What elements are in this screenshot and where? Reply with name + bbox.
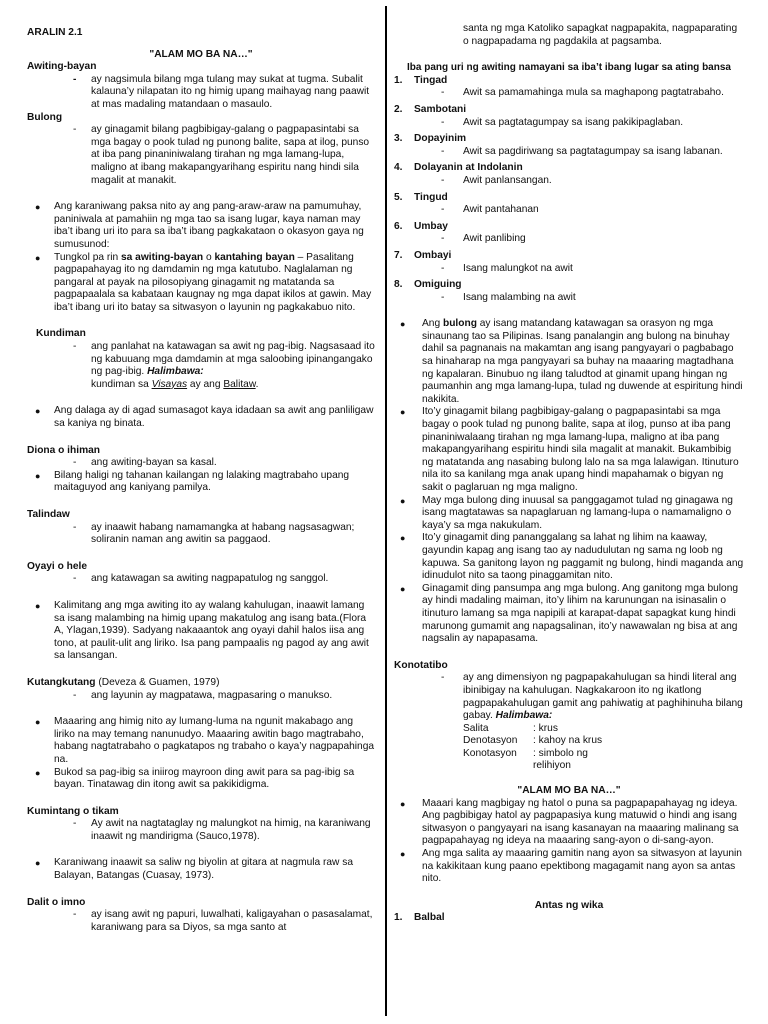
- column-divider: [385, 6, 387, 1016]
- term-kutangkutang: Kutangkutang (Deveza & Guamen, 1979): [27, 676, 220, 688]
- lesson-label: ARALIN 2.1: [27, 27, 83, 38]
- definition-kumintang: - Ay awit na nagtataglay ng malungkot na himig, na karaniwang inaawit ng mandirigma (Sauco,1978).: [73, 818, 371, 842]
- bullet-alam-1: ● Maaari kang magbigay ng hatol o puna sa pagpapapahayag ng ideya. Ang pagbibigay hatol ay pagpapasiya kung matuwid o hindi ang isang sitwasyon o pangyayari na isang kasanayan na maaaring malinang sa pagpapahayag ng ideya na maaaring sang-ayon o di-sang-ayon.: [400, 797, 739, 847]
- term-kundiman: Kundiman: [36, 328, 86, 340]
- term-awiting-bayan: Awiting-bayan: [27, 61, 97, 73]
- song-type-definition: - Awit panlansangan.: [441, 174, 552, 186]
- definition-talindaw: - ay inaawit habang namamangka at habang nagsasagwan; soliranin naman ang awitin sa paggaod.: [73, 521, 355, 546]
- bullet-oyayi: ● Kalimitang ang mga awiting ito ay walang kahulugan, inaawit lamang sa isang malambing na himig upang makatulog ang isang bata.(Flora A, Ylagan,1939). Sadyang nakaaantok ang oyayi dahil halos iisa ang tono, at paulit-ulit ang liriko. Isa pang pampaalis ng pagod ay ang awit sa lansangan.: [35, 599, 369, 662]
- term-bulong: Bulong: [27, 111, 63, 123]
- song-type-item: 2. Sambotani: [394, 103, 467, 115]
- bullet-bulong-2: ● Ito’y ginagamit bilang pagbibigay-galang o pagpapasintabi sa mga bagay o pook tulad ng punong balite, sapa at ilog, punso at iba pang pinaniniwalaang tirahan ng mga lamang-lupa, maligno at iba pang makapangyarihang espiritu hindi sila magalit at manakit. Bukambibig ng matatanda ang nasabing bulong lalo na sa mga lalawigan. Itinuturo nila ito sa kanilang mga anak upang hindi mapahamak o bigyan ng sakit o paglaruan ng mga maligno.: [400, 406, 739, 493]
- bullet-tungkol: ● Tungkol pa rin sa awiting-bayan o kantahing bayan – Pasalitang pagpapahayag ito ng damdamin ng mga katutubo. Naglalaman ng pangaral at payak na pilosopiyang ginagamit ng matatanda sa pagpapaalala sa kabataan kaugnay ng mga dapat ikilos at gawin. May iba’t ibang uri ito batay sa sitwasyon o layunin ng pagkakabuo nito.: [35, 251, 372, 313]
- bullet-dalaga: ● Ang dalaga ay di agad sumasagot kaya idadaan sa awit ang panliligaw sa kaniya ng binata.: [35, 405, 374, 430]
- bullet-paksa: ● Ang karaniwang paksa nito ay ang pang-araw-araw na pamumuhay, paniniwala at pamahiin ng mga tao sa isang lugar, kaya naman may iba’t ibang uri ito para sa iba’t ibang pagkakataon o okasyon gaya ng sumusunod:: [35, 201, 364, 250]
- definition-diona: - ang awiting-bayan sa kasal.: [73, 457, 217, 469]
- song-type-definition: - Awit panlibing: [441, 233, 526, 245]
- bullet-kutang-2: ● Bukod sa pag-ibig sa iniirog mayroon ding awit para sa pag-ibig sa bayan. Tinatawag din itong awit sa pakikidigma.: [35, 766, 355, 791]
- song-type-item: 5. Tingud: [394, 191, 448, 203]
- song-type-item: 6. Umbay: [394, 220, 448, 232]
- definition-konotatibo: - ay ang dimensiyon ng pagpapakahulugan sa hindi literal ang ibinibigay na kahulugan. Nagkakaroon ito ng ikatlong pagpapakahulugan gamit ang pahiwatig at paghihinuha bilang gabay. Halimbawa: Salita : krus Denotasyon : kahoy na krus Konotasyon : simbolo ng relihiyon: [441, 672, 743, 772]
- bullet-bulong-5: ● Ginagamit ding pansumpa ang mga bulong. Ang ganitong mga bulong ay hindi madaling maiman, ito’y lihim na karunungan na isinasalin o itinuturo lamang sa mga napipili at karapat-dapat sapagkat kung hindi marunong gumamit ang napagsalinan, ito’y nawawalan ng bisa at ang nagsalin ay napapasama.: [400, 582, 739, 645]
- bullet-kumintang: ● Karaniwang inaawit sa saliw ng biyolin at gitara at nagmula raw sa Balayan, Batangas (Cuasay, 1973).: [35, 857, 353, 882]
- section-heading-alam-2: "ALAM MO BA NA…": [517, 785, 621, 797]
- song-types-list: [394, 75, 744, 305]
- song-type-definition: - Isang malungkot na awit: [441, 262, 573, 274]
- definition-kundiman: - ang panlahat na katawagan sa awit ng pag-ibig. Nagsasaad ito ng kabuuang mga damdamin at mga saloobing ipinangangako ng pag-ibig. Halimbawa: kundiman sa Visayas ay ang Balitaw.: [73, 341, 375, 390]
- song-type-definition: - Isang malambing na awit: [441, 291, 576, 303]
- section-heading-antas: Antas ng wika: [534, 899, 604, 911]
- antas-item-balbal: 1. Balbal: [394, 912, 445, 924]
- definition-bulong: - ay ginagamit bilang pagbibigay-galang o pagpapasintabi sa mga bagay o pook tulad ng punong balite, sapa at ilog, punso at iba pang pinaniniwalang tirahan ng mga lamang-lupa, maligno at ibang makapangyarihang espiritu nang hindi sila magalit at manakit.: [73, 124, 370, 186]
- song-type-item: 3. Dopayinim: [394, 133, 467, 145]
- song-type-item: 7. Ombayi: [394, 249, 452, 261]
- term-talindaw: Talindaw: [27, 509, 70, 520]
- song-type-definition: - Awit sa pamamahinga mula sa maghapong pagtatrabaho.: [441, 87, 724, 99]
- song-type-definition: - Awit sa pagtatagumpay sa isang pakikipaglaban.: [441, 116, 684, 128]
- term-kumintang: Kumintang o tikam: [27, 805, 119, 817]
- song-type-definition: - Awit pantahanan: [441, 204, 539, 216]
- bullet-bulong-orasyon: ● Ang bulong ay isang matandang katawagan sa orasyon ng mga sinaunang tao sa Pilipinas. Isang panalangin ang bulong na binuhay dahil sa pagnanais na makamtan ang isang pangyayari o pagbabago sa hinaharap na mga pangyayari sa buhay na maaaring magtadhana ng kapalaran. Binubuo ng ilang taludtod at ginamit upang hingan ng paumanhin ang mga lamang-lupa, tulad ng duwende at espiritung hindi nakikita.: [400, 318, 743, 405]
- song-type-definition: - Awit sa pagdiriwang sa pagtatagumpay sa isang labanan.: [441, 145, 723, 157]
- definition-dalit: - ay isang awit ng papuri, luwalhati, kaligayahan o pasasalamat, karaniwang para sa Diyos, sa mga santo at: [73, 909, 373, 933]
- bullet-diona: ● Bilang haligi ng tahanan kailangan ng lalaking magtrabaho upang maitaguyod ang kaniyang pamilya.: [35, 469, 350, 494]
- bullet-bulong-4: ● Ito’y ginagamit ding pananggalang sa lahat ng lihim na kaaway, gayundin kapag ang isang tao ay nadudulutan ng sama ng loob ng kapuwa. Sa ganitong layon ng paggamit ng bulong, hindi maganda ang idinudulot nito sa taong pinaggamitan nito.: [400, 532, 744, 582]
- konotatibo-example-table: Salita : krus Denotasyon : kahoy na krus Konotasyon : simbolo ng relihiyon: [463, 722, 603, 772]
- song-type-item: 1. Tingad: [394, 74, 448, 86]
- song-type-item: 4. Dolayanin at Indolanin: [394, 162, 523, 174]
- dalit-continuation: santa ng mga Katoliko sapagkat nagpapakita, nagpaparating o nagpapadama ng pagdakila at pagsamba.: [463, 23, 738, 47]
- song-type-item: 8. Omiguing: [394, 279, 462, 291]
- bullet-alam-2: ● Ang mga salita ay maaaring gamitin nang ayon sa sitwasyon at layunin na kakikitaan kung paano epektibong magagamit nang ayon sa antas nito.: [400, 848, 742, 885]
- definition-awiting-bayan: - ay nagsimula bilang mga tulang may sukat at tugma. Subalit kalauna’y nilapatan ito ng himig upang maihayag nang paawit at mas madaling matandaan o masaulo.: [73, 73, 370, 110]
- bullet-kutang-1: ● Maaaring ang himig nito ay lumang-luma na ngunit makabago ang liriko na may temang nanunudyo. Maaaring awitin bago magtrabaho, habang nagtatrabaho o pagkatapos ng trabaho o kaya’y nagpapahinga na.: [35, 716, 375, 765]
- right-column: [394, 0, 744, 925]
- bullet-bulong-3: ● May mga bulong ding inuusal sa panggagamot tulad ng ginagawa ng isang magtatawas sa napaglaruan ng lamang-lupa o namamaligno o kaya’y sa mga nakukulam.: [400, 494, 733, 531]
- term-konotatibo: Konotatibo: [394, 659, 448, 671]
- term-dalit: Dalit o imno: [27, 896, 86, 908]
- definition-kutangkutang: - ang layunin ay magpatawa, magpasaring o manukso.: [73, 689, 333, 701]
- section-heading-alam: "ALAM MO BA NA…": [149, 48, 253, 60]
- section-heading-iba-pang-uri: Iba pang uri ng awiting namayani sa iba’t ibang lugar sa ating bansa: [407, 62, 731, 74]
- term-diona: Diona o ihiman: [27, 444, 101, 456]
- term-oyayi: Oyayi o hele: [27, 560, 88, 572]
- definition-oyayi: - ang katawagan sa awiting nagpapatulog ng sanggol.: [73, 573, 329, 585]
- left-column: [27, 0, 375, 934]
